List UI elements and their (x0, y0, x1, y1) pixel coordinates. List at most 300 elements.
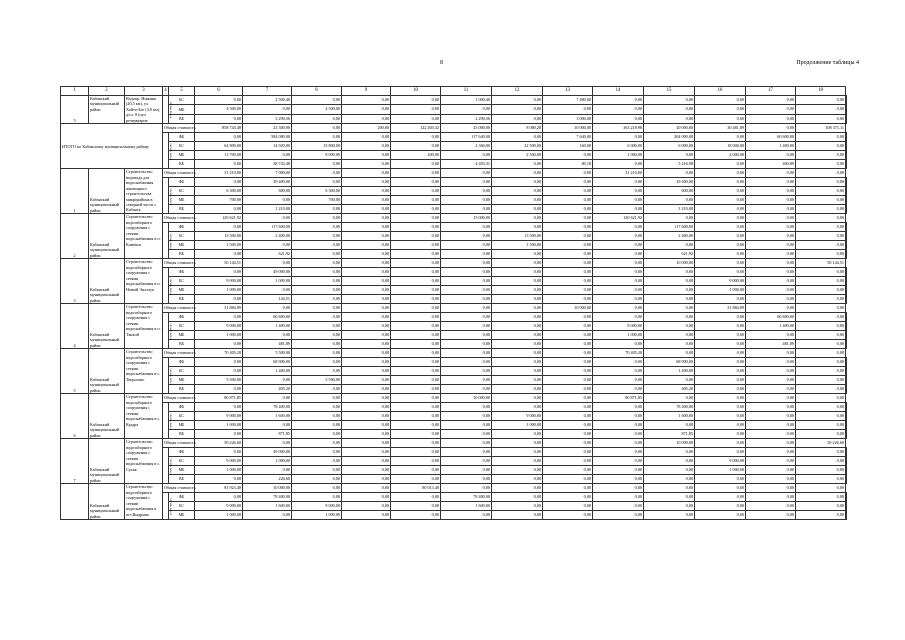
cell-value: 0,00 (391, 241, 441, 250)
cell-value: 0,00 (342, 142, 391, 151)
cell-value: 0,00 (644, 502, 695, 511)
cell-value: 1 600,00 (644, 412, 695, 421)
total-label: Общая стоимость (163, 169, 195, 178)
total-value: 0,00 (695, 214, 746, 223)
row-index: 7 (61, 439, 89, 484)
cell-value: 0,00 (391, 313, 441, 322)
cell-value: 0,00 (342, 430, 391, 439)
cell-value: 1 000,00 (492, 421, 543, 430)
cell-value: 0,00 (492, 466, 543, 475)
cell-value: 0,00 (543, 430, 593, 439)
total-value: 0,00 (796, 304, 846, 313)
source-row (61, 511, 847, 520)
cell-value: 0,00 (195, 178, 243, 187)
cell-value: 621,92 (644, 250, 695, 259)
cell-value: 0,00 (243, 151, 292, 160)
cell-value: 0,00 (292, 322, 342, 331)
source-row (61, 250, 847, 259)
including-text: в том числе: (168, 187, 173, 205)
funding-source: ВБ (169, 205, 195, 214)
total-value: 0,00 (644, 214, 695, 223)
cell-value: 78 400,00 (644, 403, 695, 412)
cell-value: 0,00 (391, 457, 441, 466)
object-name: Строительство водозаборного сооружения с сетями водоснабжения в с. Творогово (125, 349, 163, 394)
column-number-row (61, 87, 847, 96)
row-index: 2 (61, 214, 89, 259)
cell-value: 0,00 (292, 412, 342, 421)
cell-value (846, 421, 847, 430)
cell-value: 0,00 (796, 511, 846, 520)
cell-value: 0,00 (695, 475, 746, 484)
total-value: 0,00 (441, 349, 492, 358)
cell-value: 0,00 (796, 448, 846, 457)
cell-value: 0,00 (644, 322, 695, 331)
including-text: в том числе: (168, 232, 173, 250)
source-row (61, 448, 847, 457)
cell-value: 0,00 (543, 511, 593, 520)
object-name: Строительство водозаборного сооружения с сетями водоснабжения в п. Новый Энхэлук (125, 259, 163, 304)
total-value: 0,00 (543, 214, 593, 223)
cell-value: 0,00 (695, 178, 746, 187)
district-name: Кабанский муниципальный район (89, 259, 125, 304)
funding-source: ВБ (169, 385, 195, 394)
cell-value: 0,00 (441, 205, 492, 214)
cell-value: 18 000,00 (695, 142, 746, 151)
source-row (61, 421, 847, 430)
cell-value: 0,00 (644, 511, 695, 520)
cell-value: 2 400,00 (644, 232, 695, 241)
cell-value: 6 300,00 (195, 187, 243, 196)
cell-value: 15 800,00 (292, 142, 342, 151)
cell-value: 0,00 (695, 295, 746, 304)
cell-value: 0,00 (195, 385, 243, 394)
cell-value: 0,00 (746, 511, 796, 520)
cell-value: 0,00 (746, 448, 796, 457)
cell-value: 405,20 (243, 385, 292, 394)
cell-value: 0,00 (492, 114, 543, 123)
cell-value: 0,00 (243, 466, 292, 475)
cell-value: 0,00 (292, 448, 342, 457)
cell-value: 0,00 (796, 178, 846, 187)
cell-value: 0,00 (492, 250, 543, 259)
cell-value: 0,00 (441, 295, 492, 304)
cell-value: 0,00 (292, 268, 342, 277)
total-row (61, 349, 847, 358)
cell-value: 0,00 (593, 475, 644, 484)
total-value: 0,00 (644, 349, 695, 358)
total-value: 50 144,51 (796, 259, 846, 268)
cell-value: 0,00 (292, 286, 342, 295)
cell-value: 0,00 (543, 286, 593, 295)
cell-value: 0,00 (746, 187, 796, 196)
cell-value: 0,00 (441, 286, 492, 295)
cell-value: 1 500,00 (195, 241, 243, 250)
cell-value: 0,00 (746, 358, 796, 367)
total-value: 5 500,00 (243, 349, 292, 358)
cell-value: 0,00 (695, 493, 746, 502)
cell-value: 0,00 (644, 277, 695, 286)
total-value: 0,00 (441, 304, 492, 313)
district-name: Кабанский муниципальный район (89, 169, 125, 214)
cell-value: 0,00 (342, 376, 391, 385)
cell-value: 0,00 (796, 331, 846, 340)
source-row (61, 105, 847, 114)
itogo-label: ИТОГО по Кабанскому муниципальному району (61, 124, 163, 169)
cell-value: 9 000,00 (695, 457, 746, 466)
source-row (61, 475, 847, 484)
cell-value: 0,00 (796, 493, 846, 502)
cell-value: 0,00 (796, 466, 846, 475)
cell-value: 117 640,00 (441, 133, 492, 142)
cell-value: 0,00 (796, 96, 846, 105)
cell-value: 0,00 (441, 196, 492, 205)
district-name: Кабанский муниципальный район (89, 304, 125, 349)
cell-value: 1 600,00 (441, 502, 492, 511)
total-value: 0,00 (243, 394, 292, 403)
column-number: 2 (89, 87, 125, 96)
cell-value: 0,00 (644, 493, 695, 502)
total-value: 81 923,40 (195, 484, 243, 493)
cell-value: 0,00 (746, 96, 796, 105)
cell-value: 0,00 (543, 196, 593, 205)
cell-value: 0,00 (746, 412, 796, 421)
cell-value: 1 000,00 (593, 331, 644, 340)
total-label: Общая стоимость (163, 304, 195, 313)
cell-value: 0,00 (492, 313, 543, 322)
row-index: 3 (61, 259, 89, 304)
cell-value: 0,00 (441, 376, 492, 385)
cell-value: 0,00 (746, 223, 796, 232)
total-value: 50 226,60 (796, 439, 846, 448)
cell-value (846, 151, 847, 160)
cell-value: 0,00 (292, 493, 342, 502)
cell-value: 0,00 (342, 286, 391, 295)
cell-value: 0,00 (441, 448, 492, 457)
cell-value: 0,00 (543, 232, 593, 241)
source-row (61, 223, 847, 232)
cell-value: 0,00 (695, 160, 746, 169)
cell-value: 0,00 (342, 412, 391, 421)
column-number: 10 (391, 87, 441, 96)
cell-value: 0,00 (593, 205, 644, 214)
cell-value: 0,00 (543, 205, 593, 214)
cell-value: 0,00 (391, 268, 441, 277)
cell-value: 29 400,00 (243, 178, 292, 187)
total-value: 0,00 (441, 439, 492, 448)
total-value: 0,00 (593, 304, 644, 313)
cell-value: 0,00 (243, 511, 292, 520)
total-value: 0,00 (492, 214, 543, 223)
source-row (61, 340, 847, 349)
cell-value: 0,00 (746, 268, 796, 277)
cell-value: 1 400,00 (644, 367, 695, 376)
cell-value: 0,00 (796, 151, 846, 160)
cell-value: 0,00 (292, 340, 342, 349)
funding-source: МБ (169, 241, 195, 250)
total-label: Общая стоимость (163, 124, 195, 133)
cell-value: 0,00 (695, 367, 746, 376)
cell-value: 0,00 (195, 133, 243, 142)
cell-value: 0,00 (243, 241, 292, 250)
total-value: 0,00 (695, 169, 746, 178)
cell-value: 0,00 (292, 403, 342, 412)
cell-value (846, 268, 847, 277)
cell-value: 0,00 (342, 493, 391, 502)
cell-value: 9 000,00 (195, 502, 243, 511)
cell-value: 0,00 (796, 367, 846, 376)
cell-value: 0,00 (492, 403, 543, 412)
total-value: 0,00 (746, 124, 796, 133)
total-value: 0,00 (441, 484, 492, 493)
cell-value: 0,00 (391, 358, 441, 367)
cell-value: 0,00 (292, 358, 342, 367)
total-value: 0,00 (441, 259, 492, 268)
funding-source: ВБ (169, 250, 195, 259)
total-value: 0,00 (644, 484, 695, 493)
cell-value: 0,00 (391, 493, 441, 502)
source-row (61, 114, 847, 123)
total-value: 200,00 (342, 124, 391, 133)
cell-value: 0,00 (543, 151, 593, 160)
cell-value (846, 340, 847, 349)
cell-value: 0,00 (441, 241, 492, 250)
cell-value: 9 000,00 (195, 277, 243, 286)
page-number: 8 (440, 60, 443, 66)
total-value: 0,00 (695, 484, 746, 493)
cell-value (846, 331, 847, 340)
source-row (61, 376, 847, 385)
cell-value: 0,00 (492, 196, 543, 205)
cell-value: 584 080,00 (243, 133, 292, 142)
cell-value (846, 376, 847, 385)
cell-value: 0,00 (796, 421, 846, 430)
cell-value: 0,00 (195, 114, 243, 123)
source-row (61, 295, 847, 304)
row-index: 5 (61, 96, 89, 124)
total-value: 0,00 (342, 304, 391, 313)
total-row (61, 124, 847, 133)
total-value: 0,00 (543, 349, 593, 358)
cell-value: 60 600,00 (243, 313, 292, 322)
cell-value: 160,00 (543, 142, 593, 151)
source-row (61, 502, 847, 511)
cell-value: 1 600,00 (243, 412, 292, 421)
cell-value: 0,00 (796, 457, 846, 466)
cell-value: 68 900,00 (644, 358, 695, 367)
funding-source: МБ (169, 376, 195, 385)
cell-value: 0,00 (441, 475, 492, 484)
cell-value: 0,00 (796, 403, 846, 412)
cell-value: 0,00 (195, 96, 243, 105)
cell-value: 0,00 (492, 286, 543, 295)
cell-value: 0,00 (492, 96, 543, 105)
total-label: Общая стоимость (163, 214, 195, 223)
total-value: 0,00 (243, 259, 292, 268)
column-number: 15 (644, 87, 695, 96)
total-value: 0,00 (243, 304, 292, 313)
cell-value: 0,00 (391, 205, 441, 214)
cell-value: 0,00 (195, 250, 243, 259)
source-row (61, 133, 847, 142)
cell-value: 0,00 (292, 313, 342, 322)
cell-value: 0,00 (644, 376, 695, 385)
source-row (61, 286, 847, 295)
cell-value: 2 000,00 (695, 151, 746, 160)
cell-value: 38 743,48 (243, 160, 292, 169)
cell-value: 0,00 (796, 114, 846, 123)
cell-value: 1 000,00 (195, 511, 243, 520)
cell-value: 0,00 (695, 105, 746, 114)
total-value: 10 000,00 (543, 124, 593, 133)
cell-value: 0,00 (593, 178, 644, 187)
cell-value (846, 457, 847, 466)
cell-value (846, 160, 847, 169)
cell-value: 0,00 (342, 187, 391, 196)
cell-value: 0,00 (243, 331, 292, 340)
cell-value: 78 400,00 (243, 493, 292, 502)
cell-value: 0,00 (796, 430, 846, 439)
funding-source: БС (169, 457, 195, 466)
cell-value: 0,00 (644, 268, 695, 277)
cell-value: 0,00 (391, 295, 441, 304)
object-name: Строительство водозаборного сооружения с сетями водоснабжения в п. Танхой (125, 304, 163, 349)
cell-value: 8 000,00 (292, 151, 342, 160)
total-value: 0,00 (292, 124, 342, 133)
cell-value: 0,00 (593, 313, 644, 322)
cell-value: 0,00 (492, 295, 543, 304)
cell-value: 0,00 (391, 133, 441, 142)
cell-value: 0,00 (644, 421, 695, 430)
cell-value: 0,00 (796, 340, 846, 349)
cell-value: 0,00 (695, 187, 746, 196)
cell-value: 0,00 (796, 502, 846, 511)
total-row (61, 169, 847, 178)
column-number: 14 (593, 87, 644, 96)
including-text: в том числе: (168, 322, 173, 340)
cell-value: 0,00 (543, 367, 593, 376)
funding-source: ВБ (169, 295, 195, 304)
cell-value: 200,00 (391, 151, 441, 160)
cell-value: 0,00 (695, 223, 746, 232)
total-value: 10 000,00 (543, 304, 593, 313)
cell-value: 0,00 (391, 178, 441, 187)
cell-value: 0,00 (746, 196, 796, 205)
cell-value (846, 105, 847, 114)
cell-value: 1 000,00 (292, 511, 342, 520)
funding-source: БС (169, 187, 195, 196)
cell-value (846, 133, 847, 142)
cell-value: 0,00 (796, 313, 846, 322)
cell-value (846, 475, 847, 484)
cell-value: 0,00 (593, 277, 644, 286)
cell-value: 0,00 (796, 232, 846, 241)
column-number: 4 (163, 87, 169, 96)
cell-value: 22 500,00 (492, 142, 543, 151)
total-value: 0,00 (292, 304, 342, 313)
cell-value: 0,00 (243, 421, 292, 430)
cell-value: 0,00 (593, 403, 644, 412)
cell-value: 1 000,00 (195, 421, 243, 430)
cell-value: 0,00 (796, 250, 846, 259)
cell-value: 0,00 (492, 358, 543, 367)
cell-value: 0,00 (543, 250, 593, 259)
column-number: 8 (292, 87, 342, 96)
cell-value: 13 700,00 (195, 151, 243, 160)
cell-value: 0,00 (543, 187, 593, 196)
cell-value: 481,89 (243, 340, 292, 349)
cell-value (846, 403, 847, 412)
cell-value: 460,89 (746, 160, 796, 169)
column-number: 9 (342, 87, 391, 96)
source-row (61, 151, 847, 160)
total-value: 0,00 (342, 439, 391, 448)
source-row (61, 466, 847, 475)
cell-value: 0,00 (644, 331, 695, 340)
cell-value (846, 502, 847, 511)
funding-source: МБ (169, 286, 195, 295)
cell-value (846, 187, 847, 196)
cell-value: 1 000,00 (243, 457, 292, 466)
cell-value: 0,00 (441, 358, 492, 367)
total-value: 0,00 (391, 439, 441, 448)
cell-value: 0,00 (441, 367, 492, 376)
cell-value: 0,00 (593, 160, 644, 169)
cell-value: 6 000,00 (644, 142, 695, 151)
cell-value: 0,00 (292, 367, 342, 376)
cell-value: 0,00 (391, 96, 441, 105)
cell-value: 0,00 (391, 430, 441, 439)
total-row (61, 394, 847, 403)
district-name: Кабанский муниципальный район (89, 484, 125, 520)
total-value: 0,00 (292, 169, 342, 178)
district-name: Кабанский муниципальный район (89, 439, 125, 484)
object-name: Строительство водовода для водоснабжения жилищного строительства микрорайона в северной части с. Кабанск (125, 169, 163, 214)
total-value: 0,00 (492, 394, 543, 403)
cell-value: 0,00 (492, 340, 543, 349)
cell-value: 0,00 (695, 322, 746, 331)
total-value: 0,00 (492, 304, 543, 313)
cell-value: 6 000,00 (593, 142, 644, 151)
total-value: 0,00 (593, 484, 644, 493)
cell-value: 0,00 (342, 133, 391, 142)
total-label: Общая стоимость (163, 484, 195, 493)
cell-value: 0,00 (292, 295, 342, 304)
total-value: 0,00 (391, 169, 441, 178)
funding-source: ВБ (169, 475, 195, 484)
source-row (61, 313, 847, 322)
cell-value: 0,00 (746, 421, 796, 430)
cell-value: 0,00 (342, 331, 391, 340)
cell-value: 7 480,00 (543, 96, 593, 105)
cell-value: 0,00 (796, 475, 846, 484)
including-text: в том числе: (168, 101, 173, 119)
cell-value: 0,00 (492, 475, 543, 484)
column-number: 17 (746, 87, 796, 96)
cell-value: 0,00 (593, 105, 644, 114)
cell-value: 0,00 (492, 322, 543, 331)
cell-value: 0,00 (796, 105, 846, 114)
cell-value: 0,00 (644, 466, 695, 475)
cell-value: 0,00 (593, 421, 644, 430)
cell-value: 0,00 (342, 421, 391, 430)
cell-value: 0,00 (441, 331, 492, 340)
cell-value: 0,00 (391, 475, 441, 484)
cell-value (846, 205, 847, 214)
total-value: 0,00 (695, 349, 746, 358)
cell-value: 9 000,00 (695, 277, 746, 286)
total-value: 0,00 (695, 259, 746, 268)
cell-value: 0,00 (746, 403, 796, 412)
